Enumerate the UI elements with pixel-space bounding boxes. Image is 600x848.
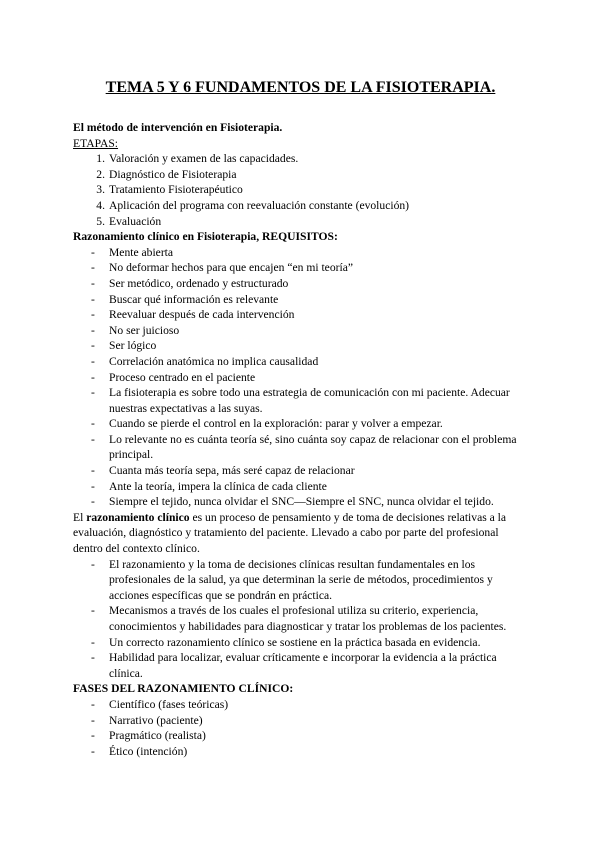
list-item: 2. Diagnóstico de Fisioterapia <box>73 167 528 183</box>
list-item: - Mente abierta <box>91 245 174 259</box>
list-item: - Proceso centrado en el paciente <box>91 370 256 384</box>
list-item: - La fisioterapia es sobre todo una estrategia de comunicación con mi paciente. Adecuar nuestras expectativas a las suyas. <box>91 386 510 415</box>
list-item: - Narrativo (paciente) <box>91 713 203 727</box>
list-item: - Mecanismos a través de los cuales el profesional utiliza su criterio, experiencia, conocimientos y habilidades para diagnosticar y tratar los problemas de los pacientes. <box>91 604 507 633</box>
list-item: - Habilidad para localizar, evaluar críticamente e incorporar la evidencia a la práctica clínica. <box>91 651 497 680</box>
list-item: - Un correcto razonamiento clínico se sostiene en la práctica basada en evidencia. <box>91 635 481 649</box>
list-item: - No ser juicioso <box>91 323 180 337</box>
list-item: - Ético (intención) <box>91 744 188 758</box>
list-item: 1. Valoración y examen de las capacidades. <box>73 151 528 167</box>
list-item: 5. Evaluación <box>73 214 528 230</box>
list-item: 4. Aplicación del programa con reevaluación constante (evolución) <box>73 198 528 214</box>
etapas-list <box>73 151 528 229</box>
etapas-label: ETAPAS: <box>73 136 119 150</box>
razonamiento-list <box>73 557 528 682</box>
list-item: - Cuando se pierde el control en la exploración: parar y volver a empezar. <box>91 417 443 431</box>
list-item: - Buscar qué información es relevante <box>91 292 279 306</box>
list-item: - Reevaluar después de cada intervención <box>91 308 295 322</box>
list-item: - Ante la teoría, impera la clínica de cada cliente <box>91 479 327 493</box>
list-item: - Siempre el tejido, nunca olvidar el SNC—Siempre el SNC, nunca olvidar el tejido. <box>91 495 494 509</box>
requisitos-list <box>73 245 528 510</box>
list-item: - Científico (fases teóricas) <box>91 697 229 711</box>
page-title: TEMA 5 Y 6 FUNDAMENTOS DE LA FISIOTERAPIA. <box>105 79 496 96</box>
list-item: 3. Tratamiento Fisioterapéutico <box>73 182 528 198</box>
section-heading-fases: FASES DEL RAZONAMIENTO CLÍNICO: <box>73 682 294 696</box>
section-heading-requisitos: Razonamiento clínico en Fisioterapia, REQUISITOS: <box>73 230 338 244</box>
document-page <box>73 78 528 759</box>
item-number: 5. <box>96 214 105 228</box>
list-item: - No deformar hechos para que encajen “en mi teoría” <box>91 261 353 275</box>
list-item: - Pragmático (realista) <box>91 729 206 743</box>
item-number: 2. <box>96 167 105 181</box>
list-item: - Cuanta más teoría sepa, más seré capaz de relacionar <box>91 464 355 478</box>
list-item: - Correlación anatómica no implica causalidad <box>91 354 319 368</box>
item-number: 4. <box>96 198 105 212</box>
razonamiento-paragraph: El razonamiento clínico es un proceso de pensamiento y de toma de decisiones relativas a la evaluación, diagnóstico y tratamiento del paciente. Llevado a cabo por parte del profesional dentro del contexto clínico. <box>73 510 507 556</box>
item-number: 1. <box>96 152 105 166</box>
section-heading-metodo: El método de intervención en Fisioterapia. <box>73 121 283 134</box>
list-item: - Lo relevante no es cuánta teoría sé, sino cuánta soy capaz de relacionar con el problema principal. <box>91 432 517 462</box>
list-item: - Ser lógico <box>91 339 157 353</box>
list-item: - El razonamiento y la toma de decisiones clínicas resultan fundamentales en los profesionales de la salud, ya que determinan la serie de métodos, procedimientos y acciones específicas que se pondrán en práctica. <box>91 557 493 602</box>
item-number: 3. <box>96 183 105 197</box>
list-item: - Ser metódico, ordenado y estructurado <box>91 276 289 290</box>
fases-list <box>73 697 528 759</box>
